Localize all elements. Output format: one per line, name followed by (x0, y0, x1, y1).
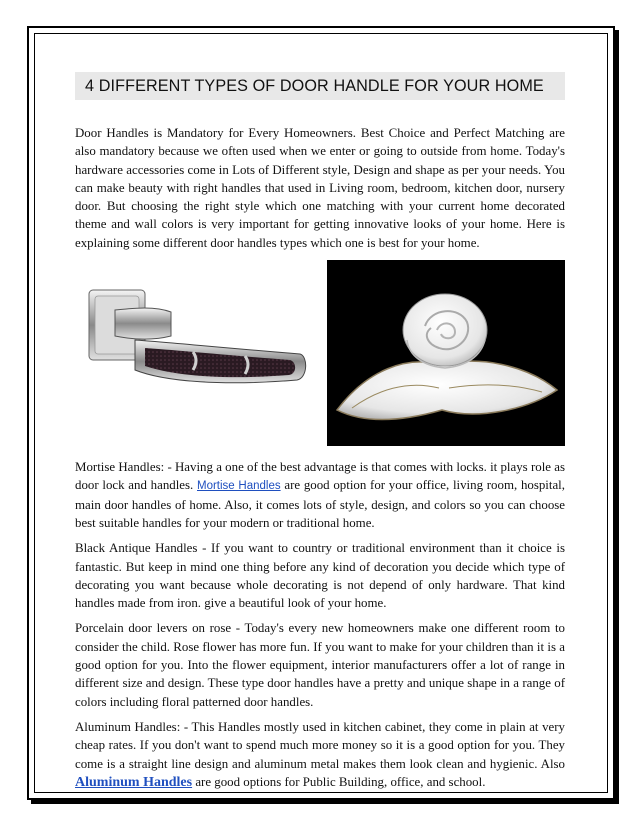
aluminum-text-before: Aluminum Handles: - This Handles mostly used in kitchen cabinet, they come in plain at very cheap rates. If you don't want to spend much more money so it is a good option for you. They come is a straight line design and aluminum metal makes them look clean and hygienic. Also (75, 719, 565, 771)
mortise-text-before: Mortise Handles: - Having a one of the best advantage is that comes with locks. it plays role as door lock and handles. (75, 460, 565, 493)
document-content (75, 72, 565, 799)
intro-paragraph: Door Handles is Mandatory for Every Homeowners. Best Choice and Perfect Matching are also mandatory because we often used when we enter or going to outside from home. Today's hardware accessories come in Lots of Different style, Design and shape as per your needs. You can make beauty with right handles that used in Living room, bedroom, kitchen door, nursery door. But choosing the right style which one matching with your current home decorated theme and wall colors is very important for getting innovative looks of your home. Here is explaining some different door handles types which one is best for your home. (75, 126, 565, 250)
aluminum-handles-link[interactable]: Aluminum Handles (75, 774, 193, 790)
mortise-paragraph (75, 458, 565, 532)
black-antique-paragraph: Black Antique Handles - If you want to country or traditional environment than it choice is fantastic. But keep in mind one thing before any kind of decoration you decide which type of decorating you want because whole decorating is not depend of only hardware. That kind handles made from iron. give a beautiful look of your home. (75, 541, 565, 611)
rose-knob-image (327, 260, 565, 446)
aluminum-paragraph (75, 718, 565, 792)
page-title: 4 DIFFERENT TYPES OF DOOR HANDLE FOR YOUR HOME (75, 72, 565, 100)
lever-handle-image (75, 270, 315, 440)
aluminum-text-after: are good options for Public Building, office, and school. (192, 774, 486, 789)
mortise-handles-link[interactable]: Mortise Handles (197, 480, 281, 493)
porcelain-paragraph: Porcelain door levers on rose - Today's every new homeowners make one different room to consider the child. Rose flower has more fun. If you want to make for your children than it is a good option for you. Into the flower equipment, interior manufacturers offer a lot of range in different size and design. These type door handles have a pretty and unique shape in a range of colors including floral patterned door handles. (75, 621, 565, 709)
images-row (75, 260, 565, 446)
mortise-text-after: are good option for your office, living room, hospital, main door handles of home. Also, it comes lots of style, design, and colors so you can choose best suitable handles for your modern or traditional home. (75, 478, 565, 530)
